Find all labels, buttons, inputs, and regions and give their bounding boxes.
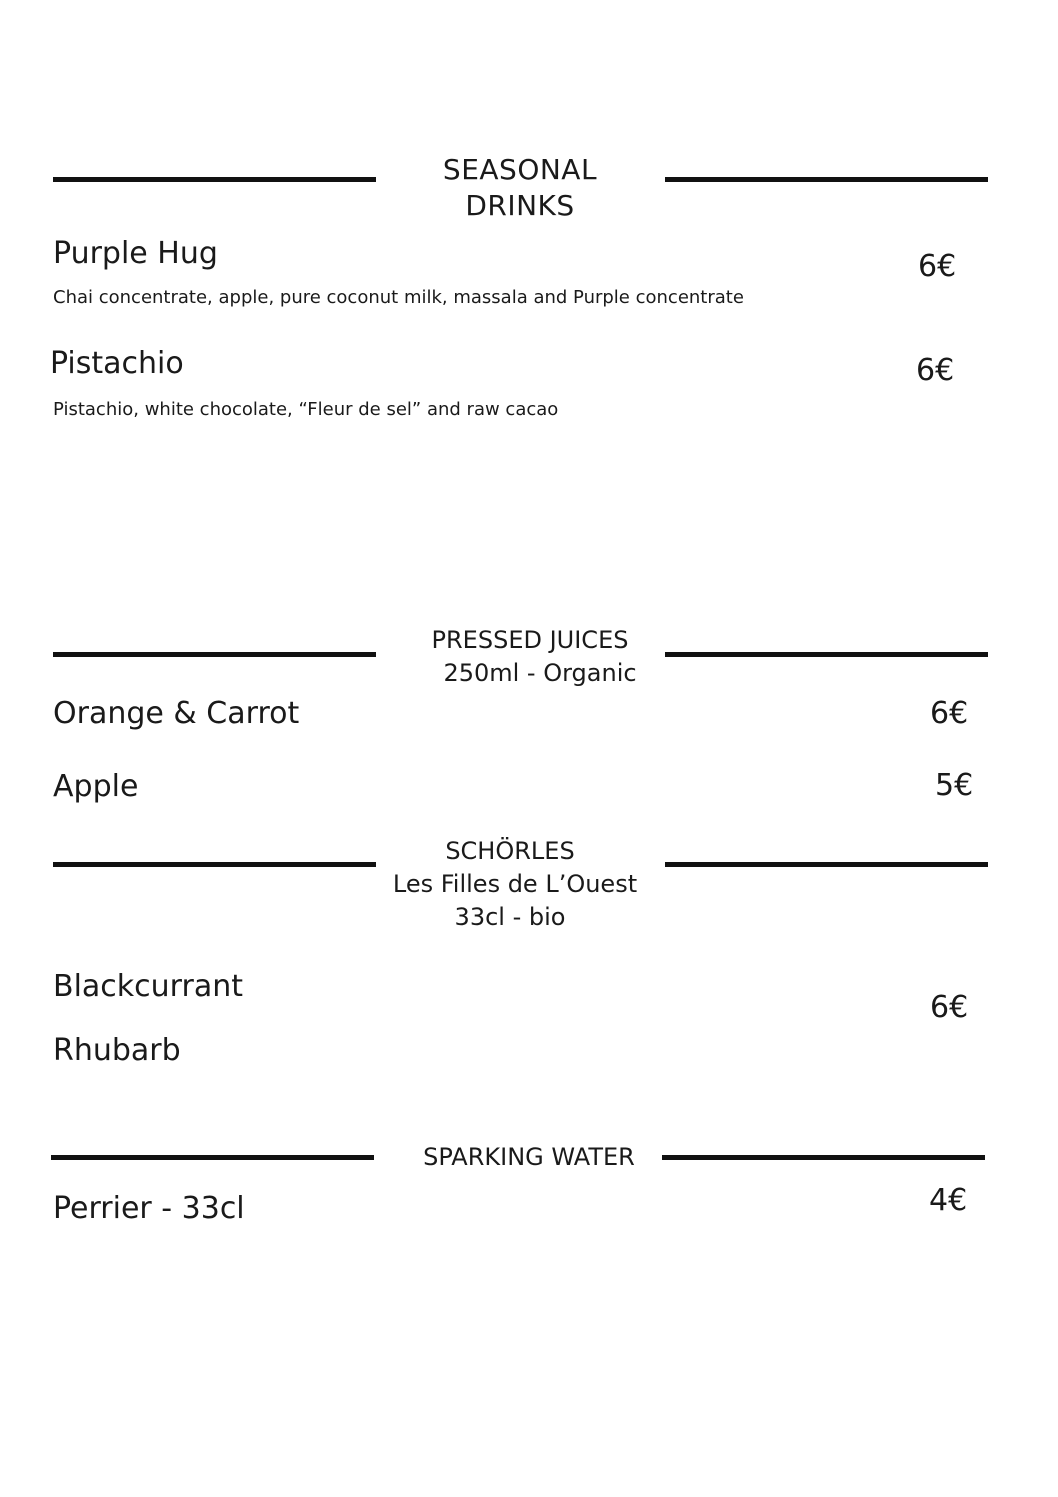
menu-item-name: Blackcurrant (53, 969, 243, 1004)
menu-item-name: Perrier - 33cl (53, 1191, 245, 1226)
menu-item-price: 5€ (935, 768, 974, 803)
seasonal-heading-line1: SEASONAL (442, 153, 598, 186)
seasonal-heading (400, 152, 640, 225)
schorles-subheading: 33cl - bio (454, 903, 566, 931)
section-divider-left (53, 177, 376, 182)
menu-item-price: 6€ (916, 353, 955, 388)
menu-item-price: 6€ (930, 990, 969, 1025)
menu-item-price: 4€ (929, 1183, 968, 1218)
menu-item-name: Pistachio (50, 346, 184, 381)
menu-item-name: Rhubarb (53, 1033, 181, 1068)
juices-heading: PRESSED JUICES (431, 626, 629, 654)
water-heading: SPARKING WATER (423, 1143, 635, 1171)
menu-item-name: Orange & Carrot (53, 696, 300, 731)
section-divider-left (53, 862, 376, 867)
schorles-subheading: Les Filles de L’Ouest (392, 870, 638, 898)
section-divider-right (665, 652, 988, 657)
menu-item-description: Pistachio, white chocolate, “Fleur de sel” and raw cacao (53, 399, 559, 420)
section-divider-left (53, 652, 376, 657)
section-divider-right (665, 862, 988, 867)
menu-item-name: Apple (53, 769, 139, 804)
juices-subheading: 250ml - Organic (443, 659, 637, 687)
menu-item-description: Chai concentrate, apple, pure coconut milk, massala and Purple concentrate (53, 287, 744, 308)
menu-item-price: 6€ (918, 249, 957, 284)
schorles-heading: SCHÖRLES (445, 837, 575, 865)
seasonal-heading-line2: DRINKS (465, 189, 575, 223)
section-divider-right (662, 1155, 985, 1160)
section-divider-right (665, 177, 988, 182)
section-divider-left (51, 1155, 374, 1160)
menu-item-price: 6€ (930, 696, 969, 731)
menu-item-name: Purple Hug (53, 236, 218, 271)
